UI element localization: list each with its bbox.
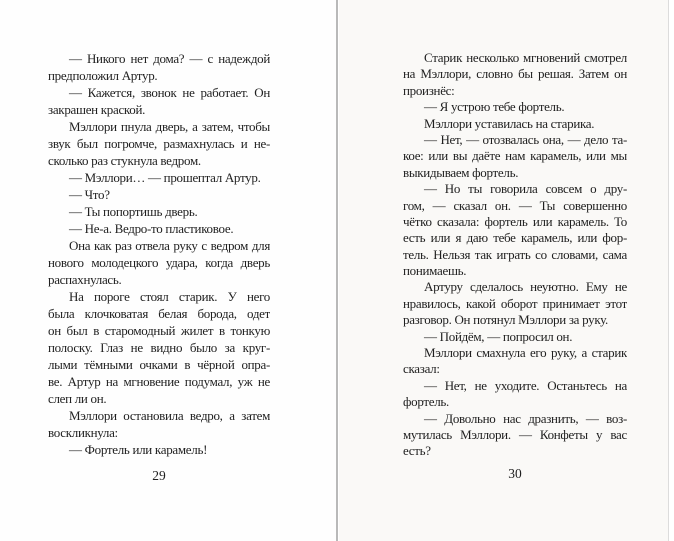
text-column-left [48,50,270,458]
text-column-right [403,50,627,460]
text-line: нового молодецкого удара, когда дверь [48,255,270,270]
text-line: лыми тёмными очками в чёрной опра- [48,357,270,372]
text-line: закрашен краской. [48,102,146,117]
text-line: предположил Артур. [48,68,158,83]
text-line: разговор. Он потянул Мэллори за руку. [403,312,609,328]
text-line: есть? [403,443,431,459]
text-line: есть или я даю тебе карамель, или фор- [403,230,627,246]
text-line: он был в старомодный жилет в тонкую [48,323,270,338]
text-line: — Довольно нас дразнить, — воз- [424,410,627,426]
text-line: произнёс: [403,82,455,98]
text-line: распахнулась. [48,272,122,287]
text-line: Мэллори смахнула его руку, а старик [424,345,627,361]
text-line: ве. Артур на мгновение подумал, уж не [48,374,270,389]
page-edge-line [668,0,669,541]
text-line: На пороге стоял старик. У него [69,289,270,304]
text-lines [403,50,627,460]
text-line: сказал: [403,361,440,377]
text-line: кое: или вы даёте нам карамель, или мы [403,148,627,164]
text-line: фортель. [403,394,449,410]
text-line: — Пойдём, — попросил он. [424,328,573,344]
text-line: — Что? [69,187,110,202]
text-line: гом, — сказал он. — Ты совершенно [403,197,627,213]
text-line: выкидываем фортель. [403,164,519,180]
text-line: звук был погромче, размахнулась и не- [48,136,270,151]
text-line: мутилась Мэллори. — Конфеты у вас [403,426,627,442]
page-divider [336,0,338,541]
text-line: тель. Нельзя так играть со словами, сама [403,246,627,262]
text-line: — Кажется, звонок не работает. Он [69,85,270,100]
text-line: понимаешь. [403,263,467,279]
text-line: — Не-а. Ведро-то пластиковое. [69,221,234,236]
text-line: — Нет, не уходите. Останьтесь на [424,377,627,393]
text-line: воскликнула: [48,425,118,440]
text-line: слеп ли он. [48,391,107,406]
text-line: полоску. Глаз не видно было за круг- [48,340,270,355]
text-line: Старик несколько мгновений смотрел [424,50,627,65]
text-line: — Мэллори… — прошептал Артур. [69,170,261,185]
text-lines [48,50,270,458]
text-line: сколько раз стукнула ведром. [48,153,201,168]
page-number-left: 29 [152,468,166,483]
text-line: — Но ты говорила совсем о дру- [424,181,627,197]
text-line: — Фортель или карамель! [69,442,208,457]
text-line: Она как раз отвела руку с ведром для [69,238,270,253]
text-line: Мэллори уставилась на старика. [424,115,595,131]
text-line: — Я устрою тебе фортель. [424,99,565,115]
text-line: — Никого нет дома? — с надеждой [69,51,270,66]
page-number-right: 30 [508,466,522,481]
text-line: Мэллори пнула дверь, а затем, чтобы [69,119,270,134]
text-line: Мэллори остановила ведро, а затем [69,408,270,423]
text-line: на Мэллори, словно бы решая. Затем он [403,66,627,82]
text-line: чётко сказала: фортель или карамель. То [403,213,627,229]
text-line: Артуру сделалось неуютно. Ему не [424,279,627,295]
text-line: была клочковатая белая борода, одет [48,306,270,321]
page-right[interactable] [339,0,668,541]
text-line: — Ты попортишь дверь. [69,204,198,219]
text-line: нравилось, какой оборот принимает этот [403,295,627,311]
text-line: — Нет, — отозвалась она, — дело та- [424,131,627,147]
